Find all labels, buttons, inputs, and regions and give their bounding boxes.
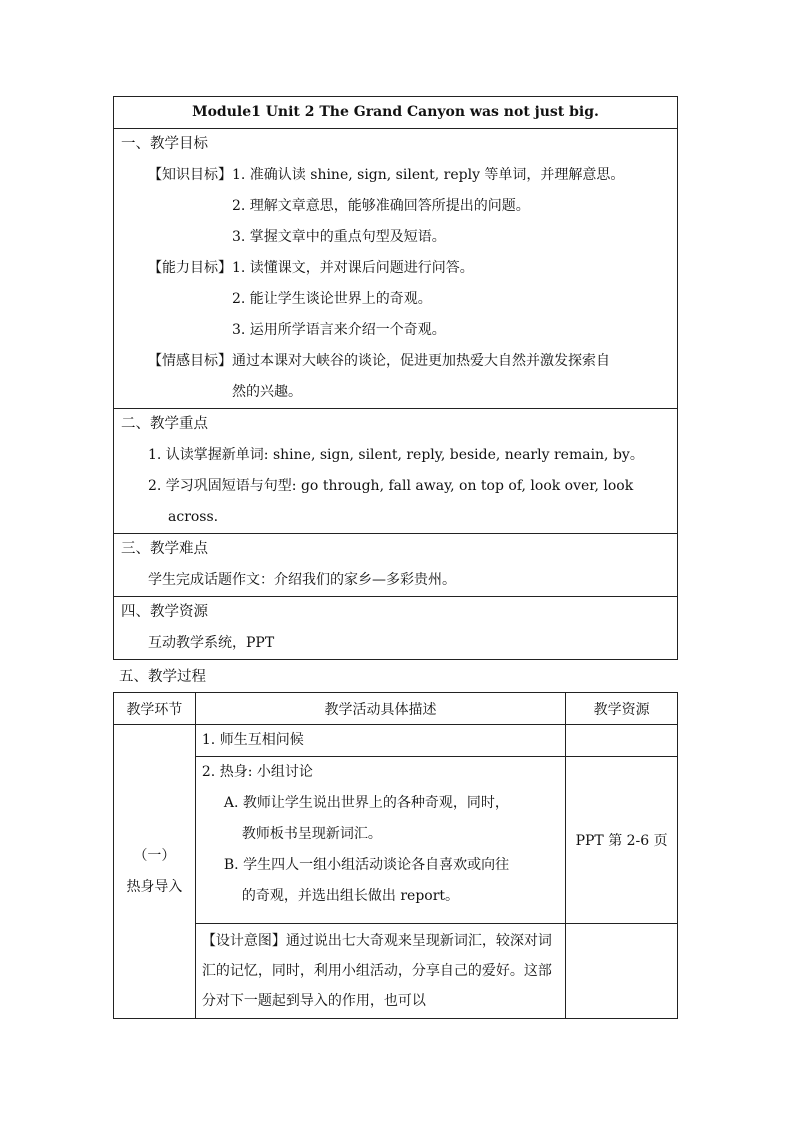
emotion-objective-cont: 然的兴趣。 — [232, 384, 302, 400]
stage-number: （一） — [133, 847, 176, 864]
process-header-row — [114, 693, 678, 725]
resource-ppt: PPT 第 2-6 页 — [566, 757, 678, 924]
knowledge-objective-3: 3. 掌握文章中的重点句型及短语。 — [232, 229, 446, 245]
activity-greeting: 1. 师生互相问候 — [195, 725, 565, 757]
ability-objective-1: 【能力目标】 1. 读懂课文，并对课后问题进行问答。 — [114, 253, 677, 284]
col-resource-header: 教学资源 — [566, 693, 678, 725]
key-point-2-cont: across. — [168, 509, 219, 525]
process-table — [113, 692, 678, 1019]
emotion-objective: 【情感目标】 通过本课对大峡谷的谈论，促进更加热爱大自然并激发探索自 — [114, 346, 677, 377]
difficulties-text: 学生完成话题作文：介绍我们的家乡—多彩贵州。 — [148, 572, 456, 588]
resource-empty-cell — [566, 725, 678, 757]
emotion-label: 【情感目标】 — [148, 353, 232, 369]
col-stage-header: 教学环节 — [114, 693, 196, 725]
knowledge-label: 【知识目标】 — [148, 167, 232, 183]
objectives-heading: 一、教学目标 — [121, 136, 208, 152]
section-resources — [114, 597, 678, 660]
difficulties-heading: 三、教学难点 — [121, 541, 208, 557]
design-intent: 【设计意图】通过说出七大奇观来呈现新词汇，较深对词汇的记忆，同时，利用小组活动，分享自己的爱好。这部分对下一题起到导入的作用，也可以 — [195, 924, 565, 1019]
resources-text: 互动教学系统，PPT — [148, 635, 275, 651]
key-point-2: 2. 学习巩固短语与句型: go through, fall away, on top of, look over, look — [148, 478, 634, 494]
ability-objective-3: 3. 运用所学语言来介绍一个奇观。 — [232, 322, 446, 338]
knowledge-objective-1: 【知识目标】 1. 准确认读 shine, sign, silent, reply 等单词，并理解意思。 — [114, 160, 677, 191]
lesson-plan-table — [113, 96, 678, 660]
resources-heading: 四、教学资源 — [121, 604, 208, 620]
key-points-heading: 二、教学重点 — [121, 416, 208, 432]
knowledge-objective-2: 2. 理解文章意思，能够准确回答所提出的问题。 — [232, 198, 530, 214]
ability-objective-2: 2. 能让学生谈论世界上的奇观。 — [232, 291, 432, 307]
process-row-design — [114, 924, 678, 1019]
key-point-1: 1. 认读掌握新单词: shine, sign, silent, reply, beside, nearly remain, by。 — [148, 447, 644, 463]
document-title: Module1 Unit 2 The Grand Canyon was not just big. — [114, 97, 678, 129]
process-row-warmup — [114, 757, 678, 924]
stage-name: 热身导入 — [126, 878, 183, 895]
resource-empty-cell-2 — [566, 924, 678, 1019]
process-heading: 五、教学过程 — [119, 669, 206, 685]
section-objectives — [114, 129, 678, 409]
section-key-points — [114, 409, 678, 534]
stage-cell — [114, 725, 196, 1019]
process-row-greeting — [114, 725, 678, 757]
section-difficulties — [114, 534, 678, 597]
ability-label: 【能力目标】 — [148, 260, 232, 276]
activity-warmup: 2. 热身: 小组讨论 A. 教师让学生说出世界上的各种奇观，同时， 教师板书呈现新词汇。 B. 学生四人一组小组活动谈论各自喜欢或向往 的奇观，并选出组长做出 report。 — [195, 757, 565, 924]
col-activity-header: 教学活动具体描述 — [195, 693, 565, 725]
